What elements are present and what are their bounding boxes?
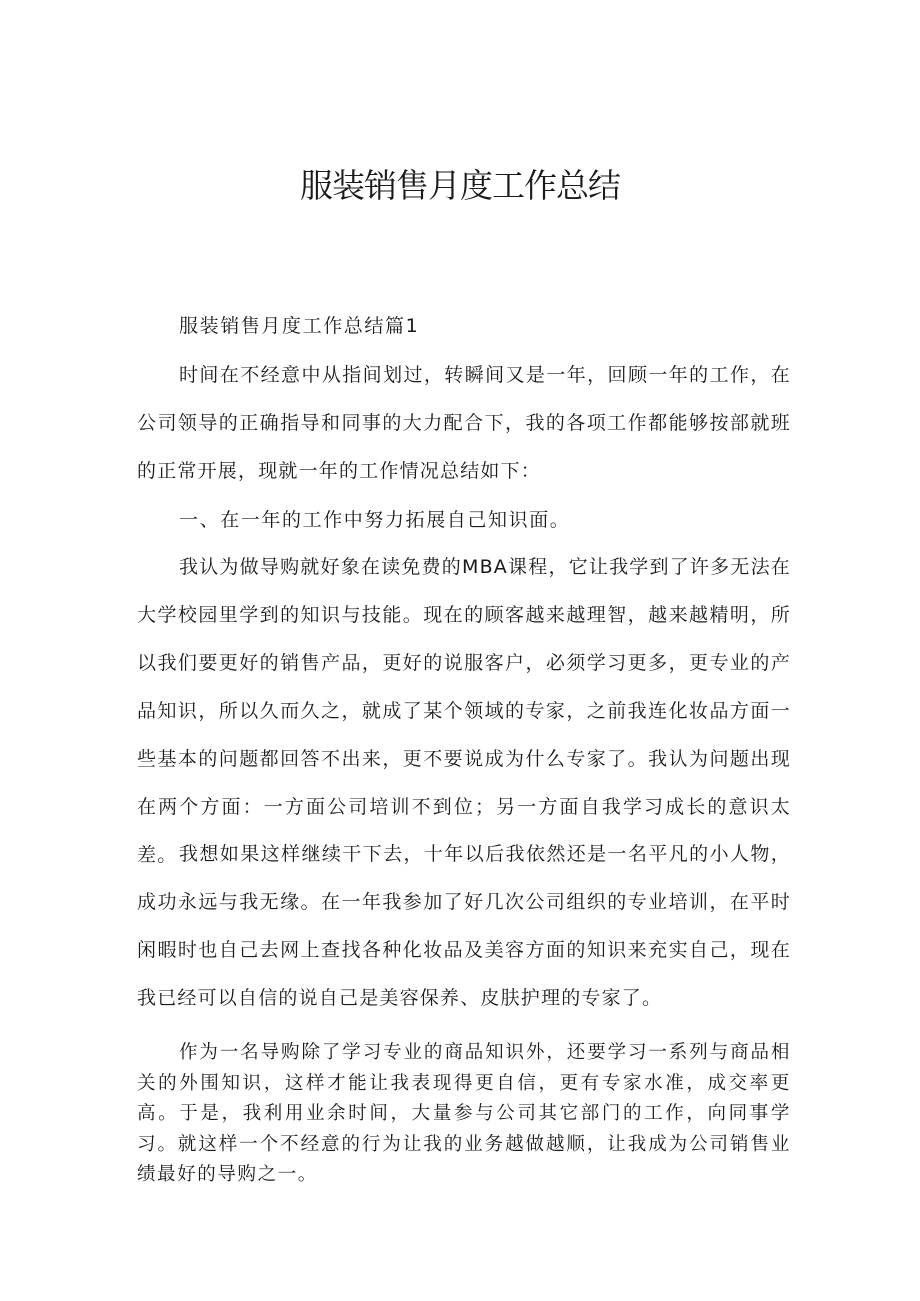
paragraph-mba: 我认为做导购就好象在读免费的MBA课程，它让我学到了许多无法在大学校园里学到的知识与技能。现在的顾客越来越理智，越来越精明，所以我们要更好的销售产品，更好的说服客户，必须学习更多，更专业的产品知识，所以久而久之，就成了某个领域的专家，之前我连化妆品方面一些基本的问题都回答不出来，更不要说成为什么专家了。我认为问题出现在两个方面：一方面公司培训不到位；另一方面自我学习成长的意识太差。 [137, 556, 791, 866]
paragraph-training: 我想如果这样继续干下去，十年以后我依然还是一名平凡的小人物，成功永远与我无缘。在一年我参加了好几次公司组织的专业培训，在平时闲暇时也自己去网上查找各种化妆品及美容方面的知识来充实自己，现在我已经可以自信的说自己是美容保养、皮肤护理的专家了。 [137, 843, 791, 1009]
paragraph-peripheral-knowledge: 作为一名导购除了学习专业的商品知识外，还要学习一系列与商品相关的外围知识，这样才能让我表现得更自信，更有专家水准，成交率更高。于是，我利用业余时间，大量参与公司其它部门的工作，向同事学习。就这样一个不经意的行为让我的业务越做越顺，让我成为公司销售业绩最好的导购之一。 [137, 1042, 791, 1185]
paragraph-point-one: 一、在一年的工作中努力拓展自己知识面。 [179, 509, 571, 531]
section-heading: 服装销售月度工作总结篇1 [179, 315, 420, 337]
document-title: 服装销售月度工作总结 [300, 166, 620, 205]
paragraph-intro: 时间在不经意中从指间划过，转瞬间又是一年，回顾一年的工作，在公司领导的正确指导和同事的大力配合下，我的各项工作都能够按部就班的正常开展，现就一年的工作情况总结如下： [137, 364, 791, 482]
